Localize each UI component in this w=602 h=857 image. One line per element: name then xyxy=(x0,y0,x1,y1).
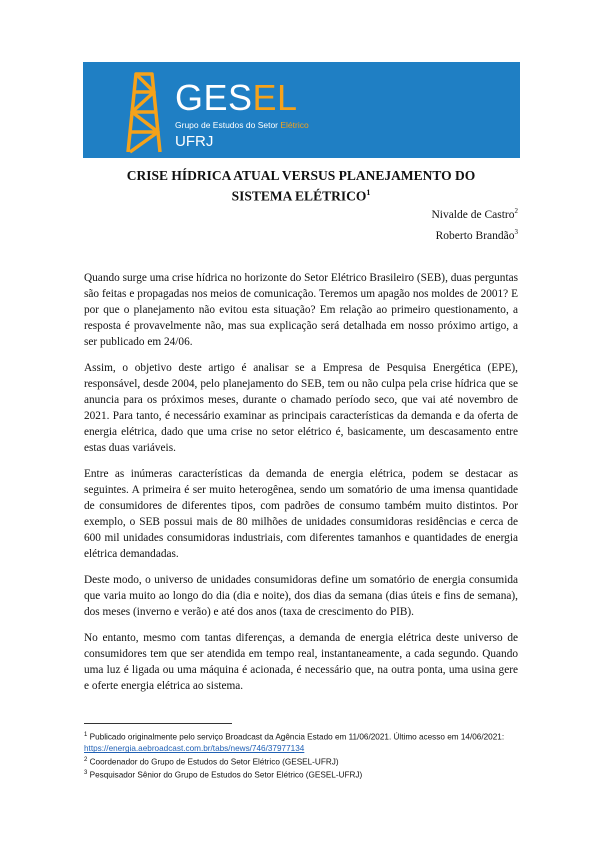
subtitle-accent: Elétrico xyxy=(280,120,309,130)
footnote-link[interactable]: https://energia.aebroadcast.com.br/tabs/news/746/37977134 xyxy=(84,744,305,754)
footnote-item xyxy=(84,755,524,768)
author-list xyxy=(431,203,518,245)
article-title xyxy=(60,167,542,205)
transmission-tower-icon xyxy=(122,70,166,154)
body-paragraph: Deste modo, o universo de unidades consumidoras define um somatório de energia consumida que varia muito ao longo do dia (dia e noite), dos dias da semana (dias úteis e fins de semana), dos meses (inverno e verão) e até dos anos (taxa de crescimento do PIB). xyxy=(84,574,518,618)
author-footnote-ref: 2 xyxy=(514,207,518,215)
brand-prefix: GES xyxy=(175,77,253,118)
title-line-2-text: SISTEMA ELÉTRICO xyxy=(231,188,367,204)
author-item xyxy=(431,203,518,224)
subtitle-prefix: Grupo de Estudos do Setor xyxy=(175,120,281,130)
footnote-text: Coordenador do Grupo de Estudos do Setor Elétrico (GESEL-UFRJ) xyxy=(89,757,339,767)
footnote-item xyxy=(84,730,524,755)
author-item xyxy=(431,224,518,245)
author-name: Roberto Brandão xyxy=(435,229,515,242)
article-body xyxy=(84,270,518,704)
body-paragraph: Assim, o objetivo deste artigo é analisar se a Empresa de Pesquisa Energética (EPE), responsável, desde 2004, pelo planejamento do SEB, tem ou não culpa pela crise hídrica que se anuncia para os próximos meses, durante o chamado período seco, que vai até novembro de 2021. Para tanto, é necessário examinar as principais características da demanda e da oferta de energia elétrica, dado que uma crise no setor elétrico é, basicamente, um descasamento entre estas duas variáveis. xyxy=(84,362,518,454)
author-name: Nivalde de Castro xyxy=(431,208,515,221)
brand-suffix: EL xyxy=(252,77,298,118)
body-paragraph: No entanto, mesmo com tantas diferenças, a demanda de energia elétrica deste universo de consumidores tem que ser atendida em tempo real, instantaneamente, a cada segundo. Quando uma luz é ligada ou uma máquina é acionada, é necessário que, na outra ponta, uma usina gere e oferte energia elétrica ao sistema. xyxy=(84,632,518,692)
footnote-number: 3 xyxy=(84,769,88,776)
title-footnote-ref: 1 xyxy=(366,188,371,197)
brand-block xyxy=(175,77,309,150)
footnotes xyxy=(84,730,524,781)
footnote-number: 1 xyxy=(84,732,88,738)
body-paragraph: Entre as inúmeras características da demanda de energia elétrica, podem se destacar as seguintes. A primeira é ser muito heterogênea, sendo um somatório de uma imensa quantidade de consumidores de diferentes tipos, com padrões de consumo também muito distintos. Por exemplo, o SEB possui mais de 80 milhões de unidades consumidoras residências e cerca de 600 mil unidades consumidoras industriais, com diferentes tamanhos e quantidades de energia elétrica demandadas. xyxy=(84,468,518,560)
footnote-item xyxy=(84,768,524,781)
footnote-text: Pesquisador Sênior do Grupo de Estudos do Setor Elétrico (GESEL-UFRJ) xyxy=(89,770,363,780)
footnote-number: 2 xyxy=(84,756,88,763)
brand-logo-text xyxy=(175,77,309,118)
brand-subtitle xyxy=(175,120,309,130)
title-line-2 xyxy=(60,184,542,205)
brand-affiliation: UFRJ xyxy=(175,133,214,150)
footnote-divider xyxy=(84,723,232,724)
body-paragraph: Quando surge uma crise hídrica no horizonte do Setor Elétrico Brasileiro (SEB), duas perguntas são feitas e propagadas nos meios de comunicação. Teremos um apagão nos moldes de 2001? E por que o planejamento não evitou esta situação? Em relação ao primeiro questionamento, a resposta é provavelmente não, mas sua explicação será detalhada em nosso próximo artigo, a ser publicado em 24/06. xyxy=(84,272,518,348)
title-line-1: CRISE HÍDRICA ATUAL VERSUS PLANEJAMENTO DO xyxy=(126,168,476,183)
footnote-text: Publicado originalmente pelo serviço Broadcast da Agência Estado em 11/06/2021. Último acesso em 14/06/2021: xyxy=(89,732,505,742)
author-footnote-ref: 3 xyxy=(514,227,518,236)
